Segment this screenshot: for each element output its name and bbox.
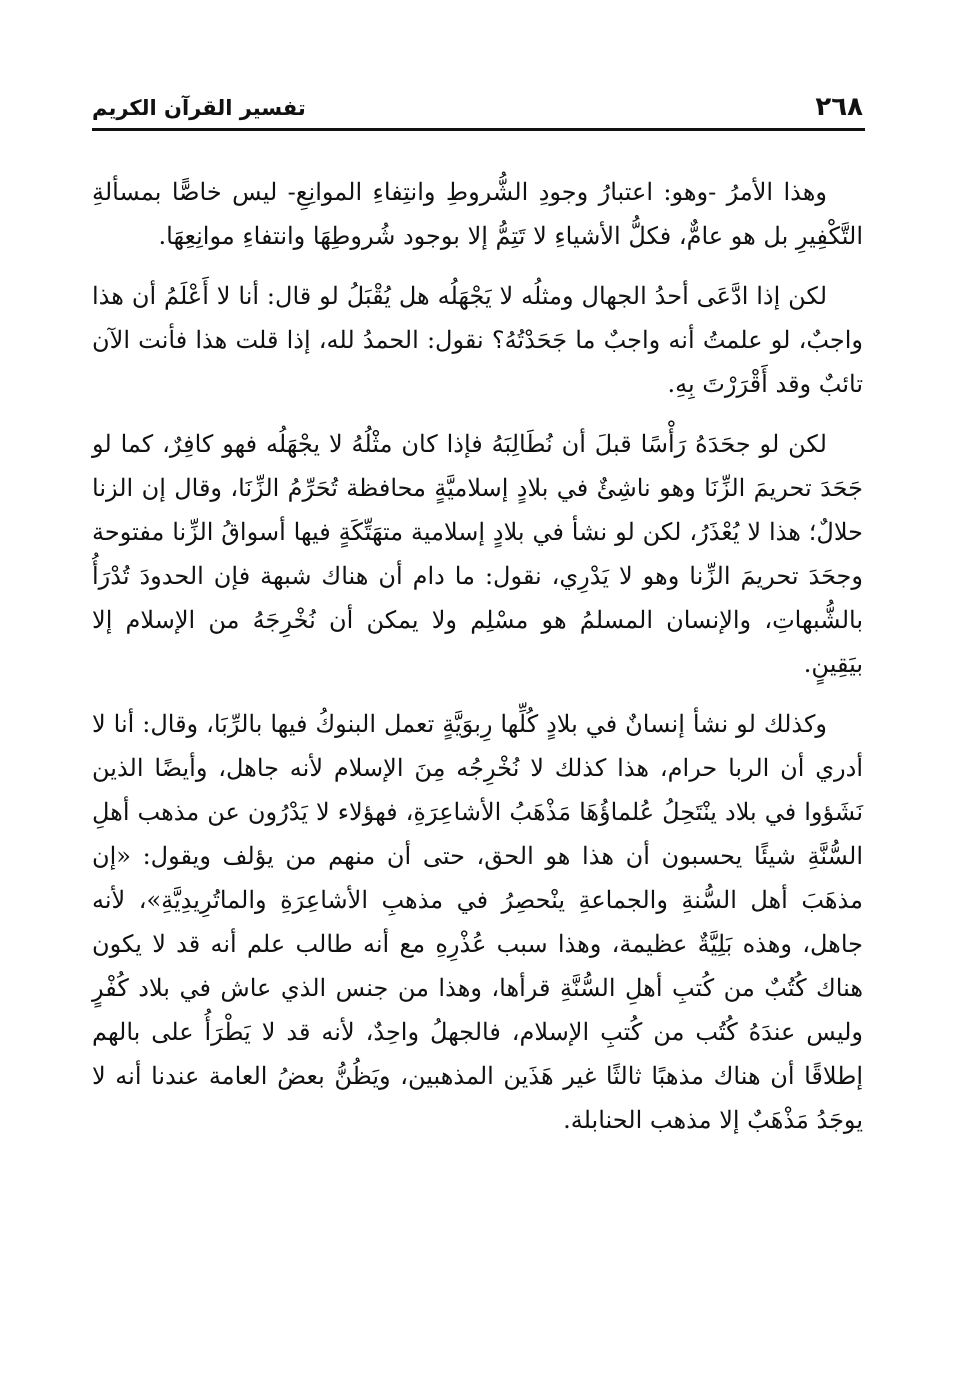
page-header [92,88,863,128]
paragraph-3: لكن لو جحَدَهُ رَأْسًا قبلَ أن نُطَالِبَهُ فإذا كان مثْلُهُ لا يجْهَلُه فهو كافِرٌ، كما لو جَحَدَ تحريمَ الزِّنَا وهو ناشِئٌ في بلادٍ إسلاميَّةٍ محافظة تُحَرِّمُ الزِّنَا، وقال إن الزنا حلالٌ؛ هذا لا يُعْذَرُ، لكن لو نشأ في بلادٍ إسلامية متهَتِّكَةٍ فيها أسواقُ الزِّنا مفتوحة وجحَدَ تحريمَ الزِّنا وهو لا يَدْرِي، نقول: ما دام أن هناك شبهة فإن الحدودَ تُدْرَأُ بالشُّبهاتِ، والإنسان المسلمُ هو مسْلِم ولا يمكن أن نُخْرِجَهُ من الإسلام إلا بيَقِينٍ. [92,430,864,678]
page-number: ٢٦٨ [815,92,863,122]
header-rule [92,128,865,131]
body-text [92,170,863,1158]
paragraph-4: وكذلك لو نشأ إنسانٌ في بلادٍ كُلِّها رِبوَيَّةٍ تعمل البنوكُ فيها بالرِّبَا، وقال: أنا لا أدري أن الربا حرام، هذا كذلك لا نُخْرِجُه مِنَ الإسلام لأنه جاهل، وأيضًا الذين نَشَؤوا في بلاد ينْتَحِلُ عُلماؤُهَا مَذْهَبُ الأشاعِرَةِ، فهؤلاء لا يَدْرُون عن مذهب أهلِ السُّنَّةِ شيئًا يحسبون أن هذا هو الحق، حتى أن منهم من يؤلف ويقول: «إن مذهَبَ أهل السُّنةِ والجماعةِ ينْحصِرُ في مذهبِ الأشاعِرَةِ والماتُرِيدِيَّةِ»، لأنه جاهل، وهذه بَلِيَّةٌ عظيمة، وهذا سبب عُذْرِهِ مع أنه طالب علم أنه قد لا يكون هناك كُتُبٌ من كُتبِ أهلِ السُّنَّةِ قرأها، وهذا من جنس الذي عاش في بلاد كُفْرٍ وليس عندَهُ كُتُب من كُتبِ الإسلام، فالجهلُ واحِدٌ، لأنه قد لا يَطْرَأُ على بالهم إطلاقًا أن هناك مذهبًا ثالثًا غير هَذَين المذهبين، ويَظُنُّ بعضُ العامة عندنا أنه لا يوجَدُ مَذْهَبٌ إلا مذهب الحنابلة. [92,710,864,1134]
paragraph-1: وهذا الأمرُ -وهو: اعتبارُ وجودِ الشُّروطِ وانتِفاءِ الموانِعِ- ليس خاصًّا بمسألةِ التَّكْفِيرِ بل هو عامٌّ، فكلُّ الأشياءِ لا تَتِمُّ إلا بوجود شُروطِهَا وانتفاءِ موانِعِهَا. [92,178,863,250]
paragraph-2: لكن إذا ادَّعَى أحدُ الجهال ومثلُه لا يَجْهَلُه هل يُقْبَلُ لو قال: أنا لا أَعْلَمُ أن هذا واجبٌ، لو علمتُ أنه واجبٌ ما جَحَدْتُهُ؟ نقول: الحمدُ لله، إذا قلت هذا فأنت الآن تائبٌ وقد أَقْرَرْتَ بِهِ. [92,282,863,398]
running-title: تفسير القرآن الكريم [92,96,306,120]
